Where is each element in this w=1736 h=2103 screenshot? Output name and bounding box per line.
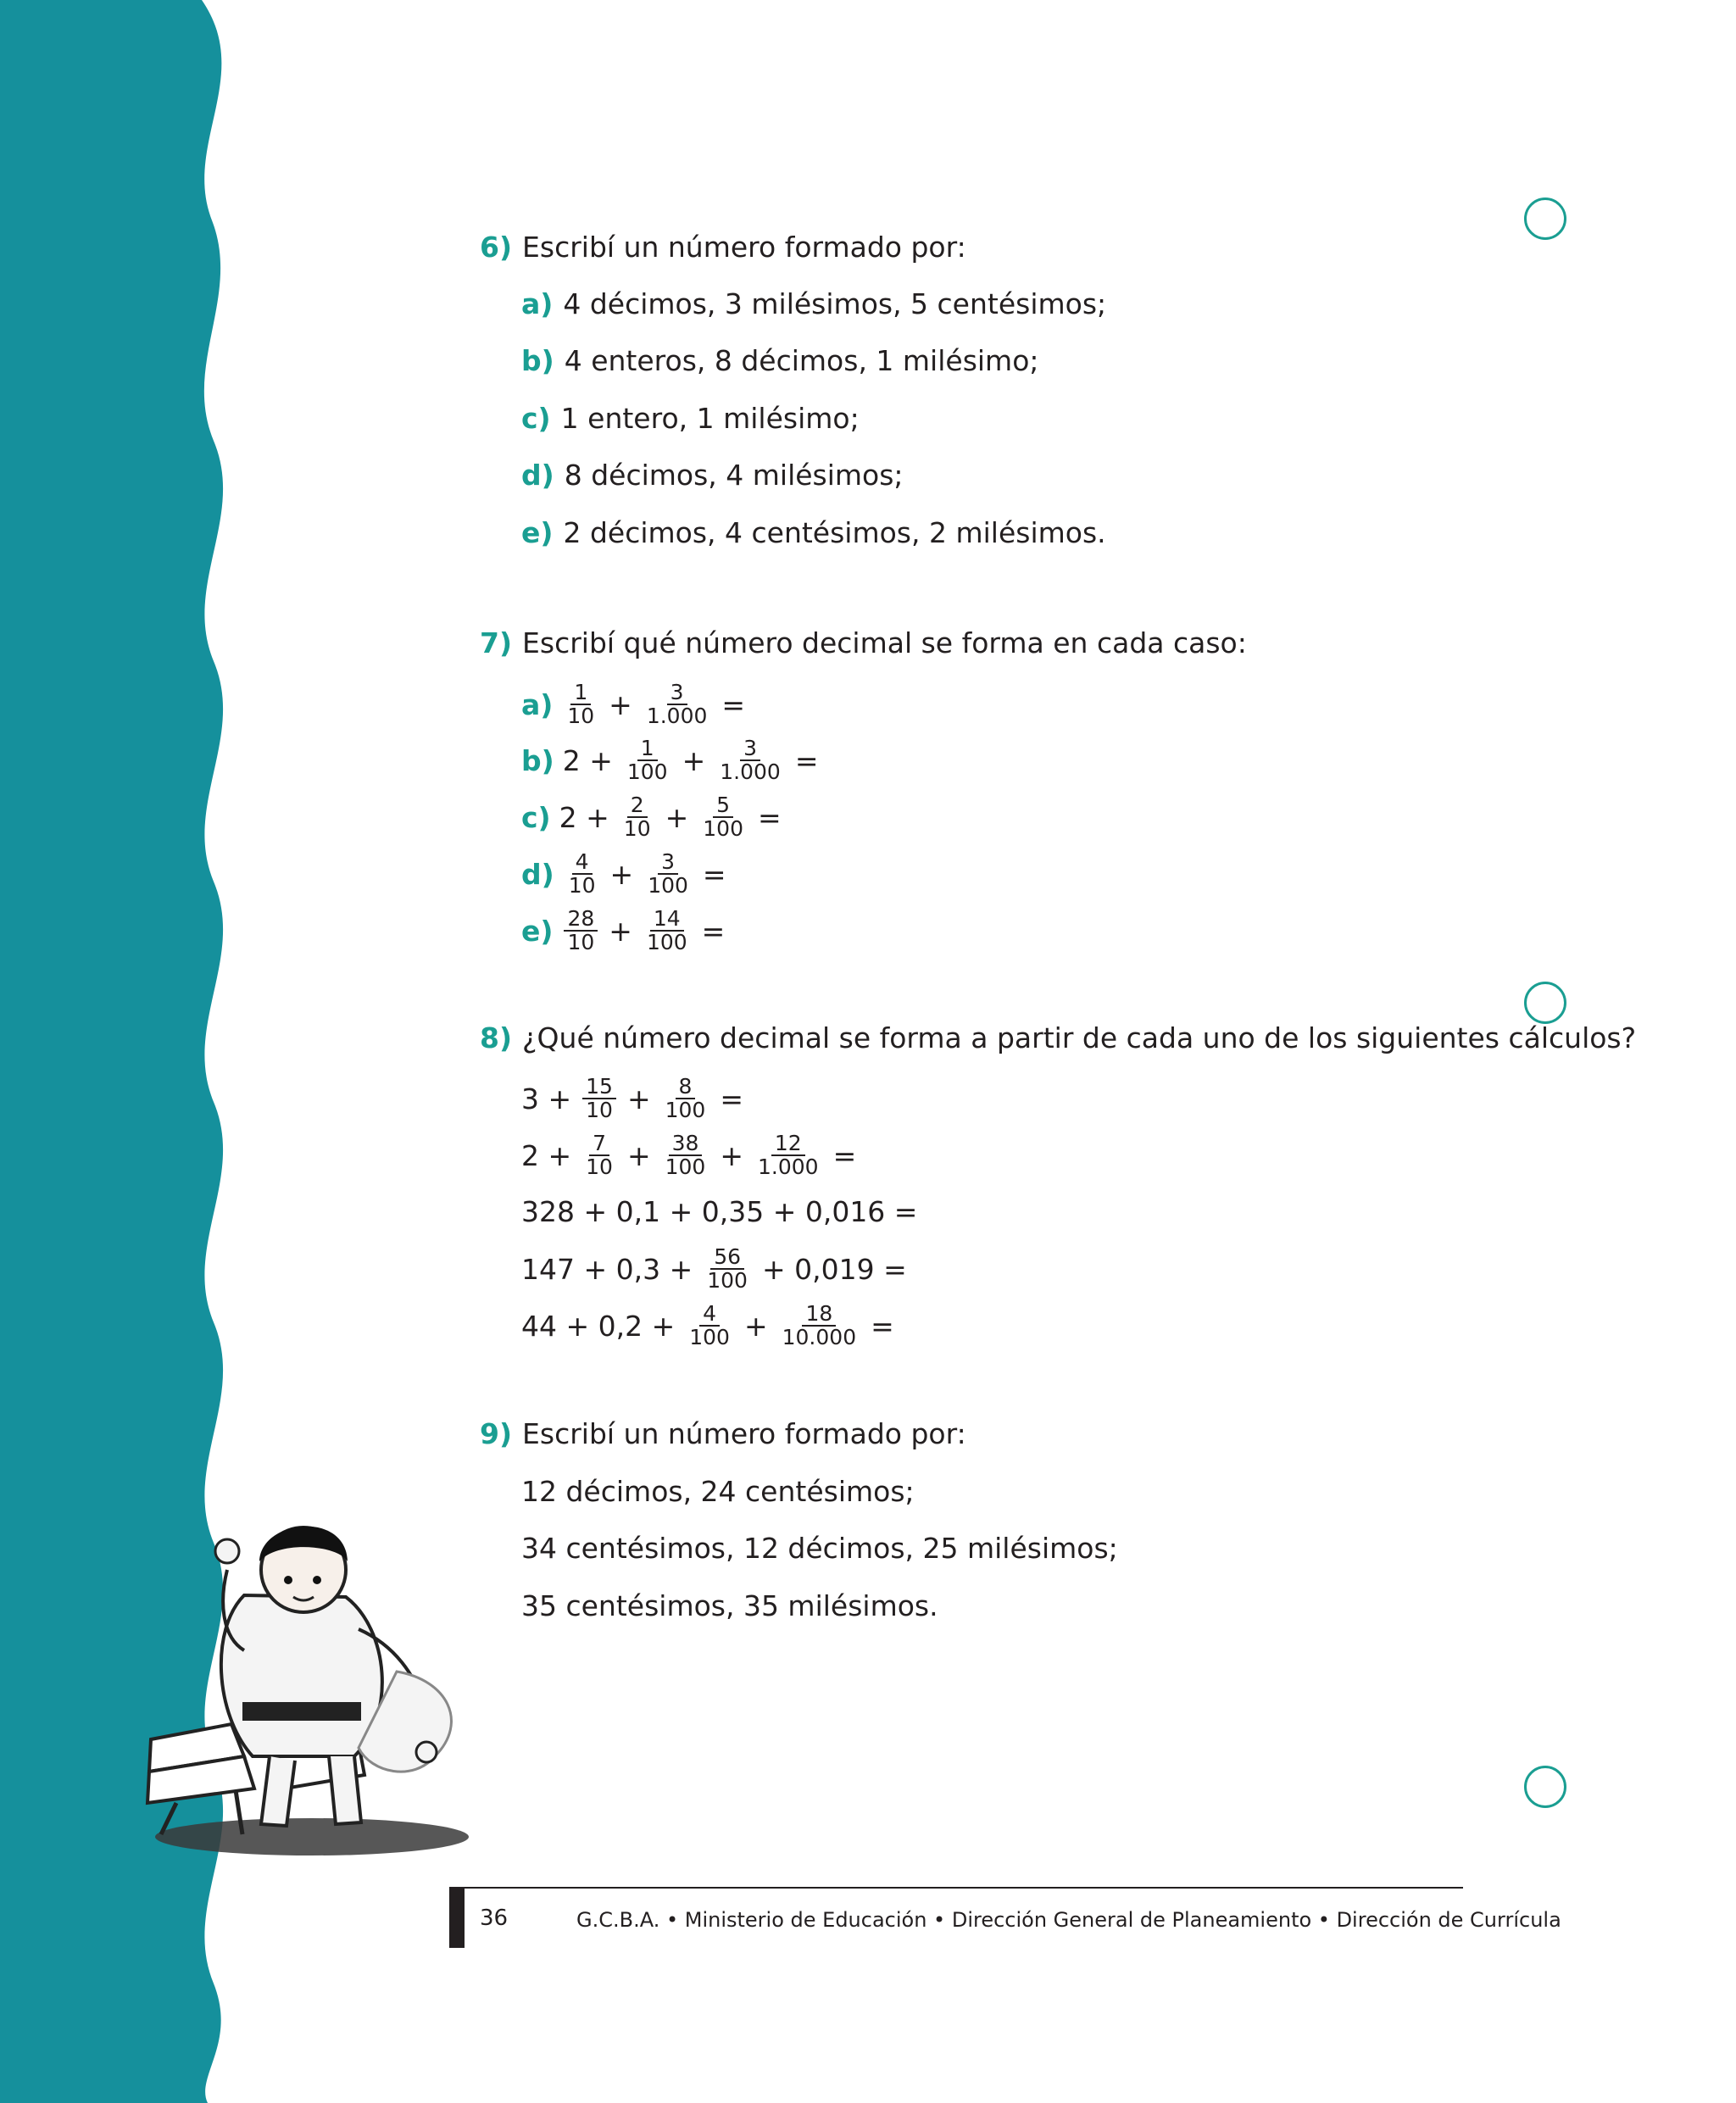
denominator: 10 bbox=[623, 816, 651, 841]
q8-line-1 bbox=[521, 1068, 752, 1129]
item-label: c) bbox=[521, 402, 551, 435]
q6-prompt bbox=[480, 231, 966, 264]
equals-sign: = bbox=[871, 1309, 894, 1343]
footer-rule bbox=[449, 1887, 1463, 1889]
q7-item-c bbox=[521, 787, 790, 848]
numerator: 18 bbox=[802, 1303, 836, 1327]
operator: + bbox=[609, 687, 632, 721]
denominator: 100 bbox=[665, 1154, 706, 1179]
fraction bbox=[563, 851, 602, 897]
q8-number: 8) bbox=[480, 1021, 513, 1054]
fraction bbox=[659, 1076, 712, 1121]
q6-item-b bbox=[521, 344, 1039, 378]
item-label: e) bbox=[521, 914, 554, 948]
numerator: 7 bbox=[589, 1132, 609, 1156]
term: 3 + bbox=[521, 1082, 572, 1115]
denominator: 100 bbox=[703, 816, 743, 841]
item-label: b) bbox=[521, 344, 554, 377]
denominator: 100 bbox=[707, 1268, 748, 1293]
fraction bbox=[641, 682, 714, 727]
denominator: 10 bbox=[586, 1154, 613, 1179]
term: 44 + 0,2 + bbox=[521, 1309, 676, 1343]
q8-line-2 bbox=[521, 1125, 865, 1186]
numerator: 3 bbox=[740, 737, 760, 761]
q6-prompt-text: Escribí un número formado por: bbox=[522, 231, 966, 264]
term: 2 + bbox=[521, 1138, 572, 1172]
denominator: 10 bbox=[586, 1098, 613, 1122]
fraction bbox=[714, 737, 787, 783]
denominator: 10 bbox=[568, 873, 596, 898]
operator: + bbox=[609, 914, 632, 948]
q7-number: 7) bbox=[480, 626, 513, 659]
q7-prompt-text: Escribí qué número decimal se forma en cada caso: bbox=[522, 626, 1247, 659]
binder-ring-bottom bbox=[1524, 1766, 1566, 1808]
denominator: 1.000 bbox=[720, 759, 781, 784]
numerator: 4 bbox=[572, 851, 593, 875]
numerator: 38 bbox=[669, 1132, 703, 1156]
q6-number: 6) bbox=[480, 231, 513, 264]
fraction bbox=[659, 1132, 712, 1178]
item-label: c) bbox=[521, 800, 551, 834]
item-label: d) bbox=[521, 459, 554, 492]
denominator: 100 bbox=[689, 1325, 730, 1349]
numerator: 8 bbox=[676, 1076, 696, 1099]
operator: + bbox=[743, 1309, 768, 1343]
equals-sign: = bbox=[721, 687, 746, 721]
q8-line-4 bbox=[521, 1238, 915, 1299]
term: 147 + 0,3 + bbox=[521, 1252, 693, 1286]
operator: + bbox=[682, 743, 706, 777]
fraction bbox=[561, 908, 600, 954]
fraction bbox=[776, 1303, 862, 1349]
item-text: 8 décimos, 4 milésimos; bbox=[564, 459, 904, 492]
q9-prompt-text: Escribí un número formado por: bbox=[522, 1417, 966, 1450]
denominator: 10 bbox=[567, 704, 595, 728]
numerator: 1 bbox=[570, 682, 591, 705]
q8-line-5 bbox=[521, 1295, 903, 1356]
q7-item-d bbox=[521, 843, 735, 904]
numerator: 15 bbox=[582, 1076, 616, 1099]
q7-prompt bbox=[480, 626, 1247, 660]
fraction bbox=[683, 1303, 736, 1349]
q9-number: 9) bbox=[480, 1417, 513, 1450]
term: 2 + bbox=[562, 743, 613, 777]
fraction bbox=[752, 1132, 825, 1178]
footer-bar bbox=[449, 1887, 465, 1948]
footer-credits: G.C.B.A. • Ministerio de Educación • Dirección General de Planeamiento • Dirección de Currícula bbox=[576, 1908, 1561, 1932]
fraction bbox=[580, 1132, 619, 1178]
denominator: 1.000 bbox=[646, 704, 708, 728]
q6-item-c bbox=[521, 402, 860, 436]
fraction bbox=[618, 794, 657, 840]
q7-item-e bbox=[521, 900, 733, 961]
q8-prompt-text: ¿Qué número decimal se forma a partir de cada uno de los siguientes cálculos? bbox=[522, 1021, 1637, 1054]
q7-item-a bbox=[521, 674, 754, 735]
item-label: a) bbox=[521, 687, 554, 721]
fraction bbox=[621, 737, 674, 783]
item-label: b) bbox=[521, 743, 554, 777]
q6-item-a bbox=[521, 287, 1106, 321]
item-text: 1 entero, 1 milésimo; bbox=[560, 402, 860, 435]
operator: + bbox=[626, 1138, 651, 1172]
denominator: 10.000 bbox=[782, 1325, 857, 1349]
item-text: 4 enteros, 8 décimos, 1 milésimo; bbox=[564, 344, 1039, 377]
q7-item-b bbox=[521, 730, 826, 791]
numerator: 12 bbox=[771, 1132, 805, 1156]
numerator: 3 bbox=[658, 851, 678, 875]
operator: + bbox=[609, 857, 634, 891]
q9-line-3: 35 centésimos, 35 milésimos. bbox=[521, 1589, 938, 1622]
denominator: 1.000 bbox=[757, 1154, 819, 1179]
q9-line-2: 34 centésimos, 12 décimos, 25 milésimos; bbox=[521, 1532, 1118, 1565]
equals-sign: = bbox=[757, 800, 782, 834]
denominator: 100 bbox=[626, 759, 668, 784]
item-label: d) bbox=[521, 857, 554, 891]
q8-line-3: 328 + 0,1 + 0,35 + 0,016 = bbox=[521, 1195, 918, 1228]
item-label: e) bbox=[521, 516, 554, 549]
numerator: 14 bbox=[650, 908, 684, 932]
numerator: 28 bbox=[564, 908, 598, 932]
fraction bbox=[561, 682, 600, 727]
denominator: 100 bbox=[646, 930, 687, 954]
fraction bbox=[580, 1076, 619, 1121]
q9-line-1: 12 décimos, 24 centésimos; bbox=[521, 1475, 915, 1508]
equals-sign: = bbox=[702, 857, 726, 891]
binder-ring-top bbox=[1524, 198, 1566, 240]
denominator: 100 bbox=[648, 873, 688, 898]
fraction bbox=[697, 794, 749, 840]
operator: + bbox=[720, 1138, 743, 1172]
denominator: 10 bbox=[567, 930, 595, 954]
term: + 0,019 = bbox=[761, 1252, 907, 1286]
item-text: 4 décimos, 3 milésimos, 5 centésimos; bbox=[563, 287, 1107, 320]
karate-kid-illustration bbox=[142, 1502, 507, 1858]
equals-sign: = bbox=[720, 1082, 743, 1115]
operator: + bbox=[626, 1082, 651, 1115]
q9-prompt bbox=[480, 1417, 966, 1451]
q6-item-d bbox=[521, 459, 904, 492]
operator: + bbox=[665, 800, 689, 834]
numerator: 2 bbox=[627, 794, 648, 818]
page-number: 36 bbox=[480, 1905, 509, 1931]
item-label: a) bbox=[521, 287, 554, 320]
numerator: 56 bbox=[710, 1246, 744, 1270]
q8-prompt bbox=[480, 1021, 1636, 1055]
denominator: 100 bbox=[665, 1098, 706, 1122]
q6-item-e bbox=[521, 516, 1106, 550]
fraction bbox=[701, 1246, 754, 1292]
binder-ring-middle bbox=[1524, 982, 1566, 1024]
fraction bbox=[642, 851, 694, 897]
equals-sign: = bbox=[794, 743, 819, 777]
item-text: 2 décimos, 4 centésimos, 2 milésimos. bbox=[563, 516, 1106, 549]
fraction bbox=[641, 908, 693, 954]
term: 2 + bbox=[559, 800, 609, 834]
numerator: 4 bbox=[699, 1303, 720, 1327]
numerator: 1 bbox=[637, 737, 658, 761]
equals-sign: = bbox=[832, 1138, 857, 1172]
numerator: 5 bbox=[713, 794, 733, 818]
equals-sign: = bbox=[701, 914, 726, 948]
numerator: 3 bbox=[667, 682, 687, 705]
